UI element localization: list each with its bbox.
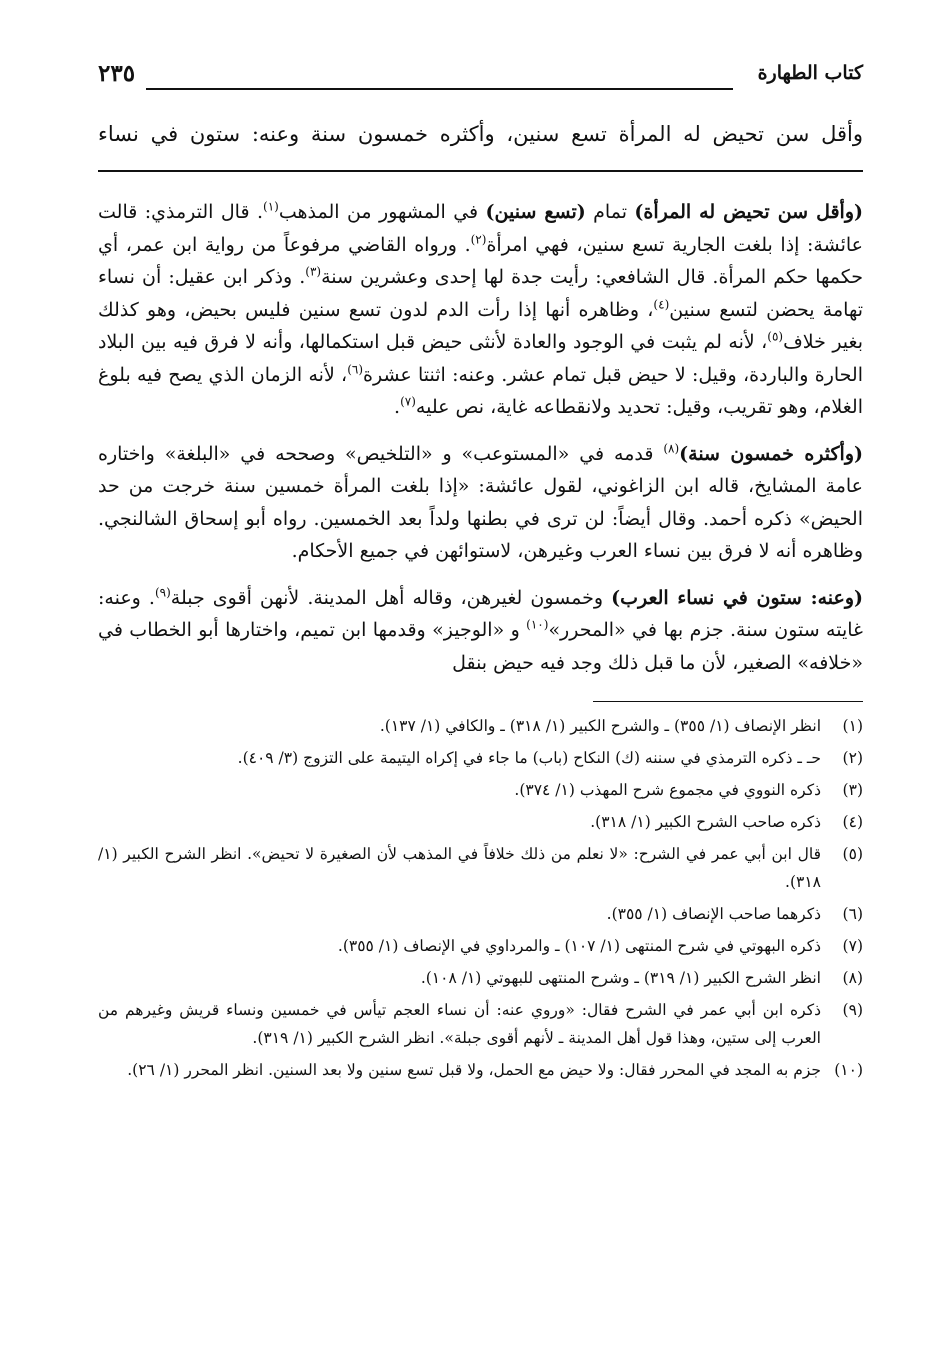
footnote-text: ذكره صاحب الشرح الكبير (١/ ٣١٨). [590, 813, 821, 831]
footnote-ref[interactable]: (٨) [663, 441, 680, 456]
text-run: و «الوجيز» وقدمها ابن تميم، واختارها أبو الخطاب في «خلافه» الصغير، لأن ما قبل ذلك وجد فيه حيض بنقل [98, 619, 863, 674]
bold-quote: (وأقل سن تحيض له المرأة) [634, 201, 863, 223]
footnote [98, 808, 863, 836]
text-run: . [394, 396, 401, 418]
footnote-number: (٣) [842, 781, 863, 799]
footnote-ref[interactable]: (٣) [305, 264, 322, 279]
footnote-ref[interactable]: (٦) [347, 362, 364, 377]
footnote [98, 840, 863, 896]
footnote-ref[interactable]: (٧) [400, 394, 416, 409]
footnote-ref[interactable]: (١) [263, 199, 279, 214]
commentary-paragraph [98, 196, 863, 424]
text-run: قدمه في «المستوعب» و «التلخيص» وصححه في «البلغة» واختاره عامة المشايخ، قاله ابن الزاغوني، لقول عائشة: «إذا بلغت المرأة خمسين سنة خرجت من حد الحيض» ذكره أحمد. وقال أيضاً: لن ترى في بطنها ولداً بعد الخمسين. رواه أبو إسحاق الشالنجي. وظاهره أنه لا فرق بين نساء العرب وغيرهن، لاستوائهن في جميع الأحكام. [98, 442, 863, 562]
footnote-number: (١) [842, 717, 863, 735]
bold-quote: (وعنه: ستون في نساء العرب) [611, 586, 864, 609]
commentary [98, 196, 863, 679]
footnote-number: (١٠) [834, 1061, 863, 1079]
text-run: . قال الترمذي: قالت عائشة: إذا بلغت الجارية تسع سنين، فهي امرأة [98, 201, 863, 256]
footnote-ref[interactable]: (٩) [154, 585, 171, 600]
footnote-number: (٥) [842, 845, 863, 863]
footnote-number: (٢) [842, 749, 863, 767]
footnote-text: جزم به المجد في المحرر فقال: ولا حيض مع الحمل، ولا قبل تسع سنين ولا بعد السنين. انظر المحرر (١/ ٢٦). [127, 1061, 821, 1079]
text-run: . ورواه القاضي مرفوعاً من رواية ابن عمر، أي حكمها حكم المرأة. قال الشافعي: رأيت جدة لها إحدى وعشرين سنة [98, 233, 863, 288]
text-run: تمام [585, 201, 635, 223]
footnote-number: (٩) [842, 1001, 863, 1019]
commentary-paragraph [98, 438, 863, 568]
footnote-rule [593, 701, 863, 702]
footnote [98, 744, 863, 772]
matn-separator [98, 170, 863, 172]
text-run: وخمسون لغيرهن، وقاله أهل المدينة. لأنهن أقوى جبلة [170, 586, 612, 609]
header-rule [146, 88, 733, 90]
book-title: كتاب الطهارة [757, 62, 863, 84]
footnote-text: انظر الشرح الكبير (١/ ٣١٩) ـ وشرح المنتهى للبهوتي (١/ ١٠٨). [420, 969, 821, 987]
footnote-ref[interactable]: (٢) [470, 232, 487, 247]
footnote-text: انظر الإنصاف (١/ ٣٥٥) ـ والشرح الكبير (١/ ٣١٨) ـ والكافي (١/ ١٣٧). [379, 717, 821, 735]
footnote-number: (٤) [842, 813, 863, 831]
footnote [98, 776, 863, 804]
bold-quote: (وأكثره خمسون سنة) [679, 442, 863, 465]
footnote-number: (٨) [842, 969, 863, 987]
text-run: ، لأنه لم يثبت في الوجود والعادة لأنثى حيض قبل استكمالها، وأنه لا فرق فيه بين البلاد الحارة والباردة، وقيل: لا حيض قبل تمام عشر. وعنه: اثنتا عشرة [98, 331, 864, 386]
footnote [98, 996, 863, 1052]
page-number: ٢٣٥ [98, 60, 136, 87]
footnote-text: ذكره النووي في مجموع شرح المهذب (١/ ٣٧٤). [514, 781, 821, 799]
footnote-text: قال ابن أبي عمر في الشرح: «لا نعلم من ذلك خلافاً في المذهب لأن الصغيرة لا تحيض». انظر الشرح الكبير (١/ ٣١٨). [98, 845, 821, 891]
footnote [98, 932, 863, 960]
text-run: . وعنه: غايته ستون سنة. جزم بها في «المحرر» [98, 586, 863, 641]
bold-quote: (تسع سنين) [485, 201, 586, 223]
page [98, 60, 863, 1088]
footnote [98, 712, 863, 740]
footnote-ref[interactable]: (٤) [653, 297, 670, 312]
text-run: . وذكر ابن عقيل: أن نساء تهامة يحضن لتسع سنين [98, 266, 864, 321]
text-run: ، وظاهره أنها إذا رأت الدم لدون تسع سنين فليس بحيض، وهو كذلك بغير خلاف [98, 298, 863, 353]
text-run: ، لأنه الزمان الذي يصح فيه بلوغ الغلام، وهو تقريب، وقيل: تحديد ولانقطاعه غاية، نص عليه [98, 363, 863, 418]
matn-text: وأقل سن تحيض له المرأة تسع سنين، وأكثره خمسون سنة وعنه: ستون في نساء [98, 122, 863, 146]
footnote-ref[interactable]: (١٠) [526, 617, 549, 632]
footnote-text: ذكره البهوتي في شرح المنتهى (١/ ١٠٧) ـ والمرداوي في الإنصاف (١/ ٣٥٥). [337, 937, 821, 955]
footnote-ref[interactable]: (٥) [767, 329, 784, 344]
footnote-number: (٧) [842, 937, 863, 955]
footnote-number: (٦) [842, 905, 863, 923]
commentary-paragraph [98, 582, 863, 680]
footnote-text: ذكره ابن أبي عمر في الشرح فقال: «وروي عنه: أن نساء العجم تيأس في خمسين ونساء قريش وغيرهم من العرب إلى ستين، وهذا قول أهل المدينة ـ لأنهم أقوى جبلة». انظر الشرح الكبير (١/ ٣١٩). [98, 1001, 821, 1047]
footnote [98, 1056, 863, 1084]
text-run: في المشهور من المذهب [278, 201, 486, 223]
footnote [98, 964, 863, 992]
footnote-text: ذكرهما صاحب الإنصاف (١/ ٣٥٥). [606, 905, 821, 923]
footnote [98, 900, 863, 928]
footnotes [98, 712, 863, 1084]
running-header [98, 60, 863, 96]
footnote-text: حـ ـ ذكره الترمذي في سننه (ك) النكاح (باب) ما جاء في إكراه اليتيمة على التزوج (٣/ ٤٠٩). [237, 749, 821, 767]
